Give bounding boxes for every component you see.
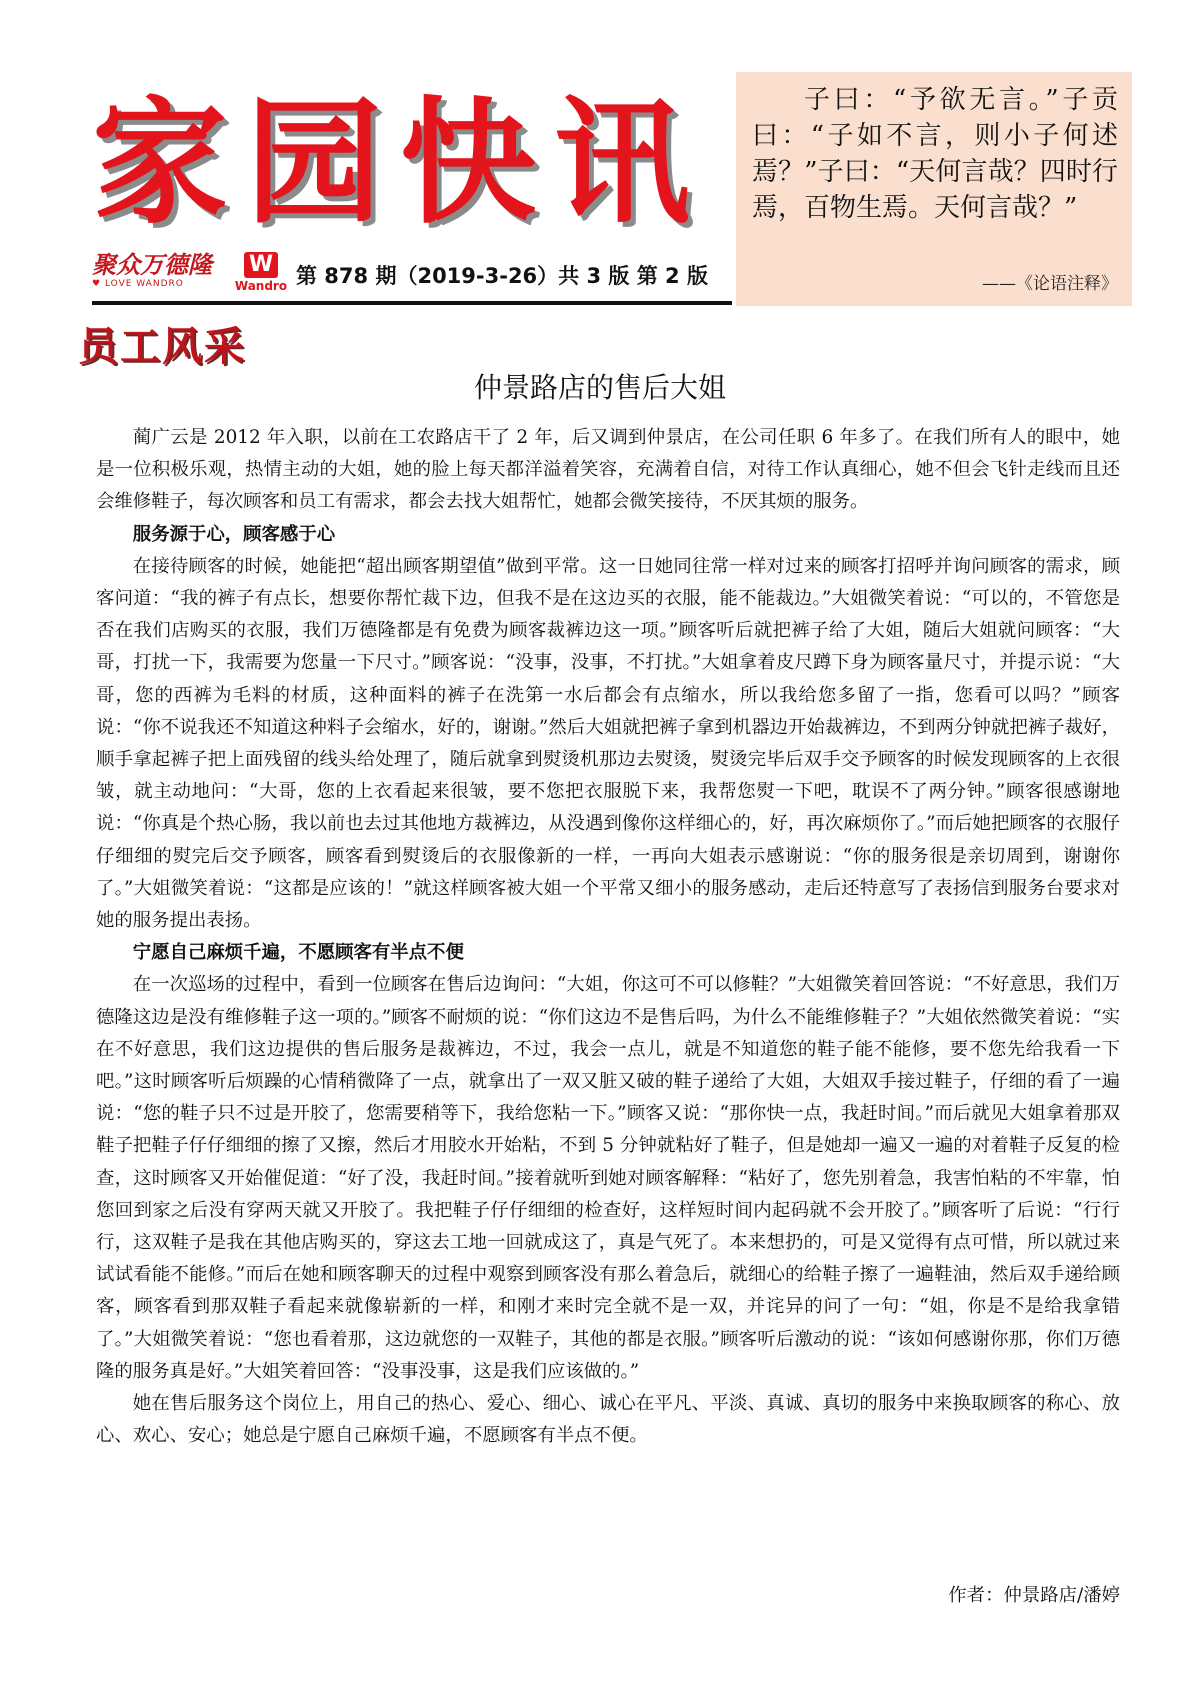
article-heading-2: 宁愿自己麻烦千遍，不愿顾客有半点不便 bbox=[132, 942, 464, 964]
article-title: 仲景路店的售后大姐 bbox=[473, 371, 726, 404]
masthead-title: 家园快讯 bbox=[92, 83, 708, 243]
brand-script-text: 聚众万德隆 bbox=[92, 250, 212, 279]
header-divider bbox=[92, 301, 732, 305]
quote-box bbox=[736, 72, 1132, 306]
wandro-name: Wandro bbox=[234, 279, 288, 293]
article-closing: 她在售后服务这个岗位上，用自己的热心、爱心、细心、诚心在平凡、平淡、真诚、真切的服务中来换取顾客的称心、放心、欢心、安心；她总是宁愿自己麻烦千遍，不愿顾客有半点不便。 bbox=[96, 1393, 1120, 1447]
brand-sub-label: LOVE WANDRO bbox=[104, 279, 184, 289]
wandro-mark-icon: W bbox=[244, 252, 278, 278]
wandro-logo bbox=[231, 252, 291, 298]
brand-sub-text bbox=[92, 278, 222, 290]
article-intro: 蔺广云是 2012 年入职，以前在工农路店干了 2 年，后又调到仲景店，在公司任职 6 年多了。在我们所有人的眼中，她是一位积极乐观，热情主动的大姐，她的脸上每天都洋溢着笑容，充满着自信，对待工作认真细心，她不但会飞针走线而且还会维修鞋子，每次顾客和员工有需求，都会去找大姐帮忙，她都会微笑接待，不厌其烦的服务。 bbox=[96, 427, 1120, 513]
article-paragraph-2: 在一次巡场的过程中，看到一位顾客在售后边询问：“大姐，你这可不可以修鞋？”大姐微笑着回答说：“不好意思，我们万德隆这边是没有维修鞋子这一项的。”顾客不耐烦的说：“你们这边不是售后吗，为什么不能维修鞋子？”大姐依然微笑着说：“实在不好意思，我们这边提供的售后服务是裁裤边，不过，我会一点儿，就是不知道您的鞋子能不能修，要不您先给我看一下吧。”这时顾客听后烦躁的心情稍微降了一点，就拿出了一双又脏又破的鞋子递给了大姐，大姐双手接过鞋子，仔细的看了一遍说：“您的鞋子只不过是开胶了，您需要稍等下，我给您粘一下。”顾客又说：“那你快一点，我赶时间。”而后就见大姐拿着那双鞋子把鞋子仔仔细细的擦了又擦，然后才用胶水开始粘，不到 5 分钟就粘好了鞋子，但是她却一遍又一遍的对着鞋子反复的检查，这时顾客又开始催促道：“好了没，我赶时间。”接着就听到她对顾客解释：“粘好了，您先别着急，我害怕粘的不牢靠，怕您回到家之后没有穿两天就又开胶了。我把鞋子仔仔细细的检查好，这样短时间内起码就不会开胶了。”顾客听了后说：“行行行，这双鞋子是我在其他店购买的，穿这去工地一回就成这了，真是气死了。本来想扔的，可是又觉得有点可惜，所以就过来试试看能不能修。”而后在她和顾客聊天的过程中观察到顾客没有那么着急后，就细心的给鞋子擦了一遍鞋油，然后双手递给顾客，顾客看到那双鞋子看起来就像崭新的一样，和刚才来时完全就不是一双，并诧异的问了一句：“姐，你是不是给我拿错了。”大姐微笑着说：“您也看着那，这边就您的一双鞋子，其他的都是衣服。”顾客听后激动的说：“该如何感谢你那，你们万德隆的服务真是好。”大姐笑着回答：“没事没事，这是我们应该做的。” bbox=[96, 974, 1120, 1382]
issue-line: 第 878 期（2019-3-26）共 3 版 第 2 版 bbox=[296, 264, 708, 288]
article-author: 作者：仲景路店/潘婷 bbox=[948, 1585, 1120, 1606]
section-tag: 员工风采 bbox=[78, 323, 246, 370]
heart-icon: ♥ bbox=[92, 279, 102, 289]
wandro-brand-logo bbox=[92, 252, 222, 298]
article-heading-1: 服务源于心，顾客感于心 bbox=[132, 523, 336, 545]
article-paragraph-1: 在接待顾客的时候，她能把“超出顾客期望值”做到平常。这一日她同往常一样对过来的顾客打招呼并询问顾客的需求，顾客问道：“我的裤子有点长，想要你帮忙裁下边，但我不是在这边买的衣服，能不能裁边。”大姐微笑着说：“可以的，不管您是否在我们店购买的衣服，我们万德隆都是有免费为顾客裁裤边这一项。”顾客听后就把裤子给了大姐，随后大姐就问顾客：“大哥，打扰一下，我需要为您量一下尺寸。”顾客说：“没事，没事，不打扰。”大姐拿着皮尺蹲下身为顾客量尺寸，并提示说：“大哥，您的西裤为毛料的材质，这种面料的裤子在洗第一水后都会有点缩水，所以我给您多留了一指，您看可以吗？”顾客说：“你不说我还不知道这种料子会缩水，好的，谢谢。”然后大姐就把裤子拿到机器边开始裁裤边，不到两分钟就把裤子裁好，顺手拿起裤子把上面残留的线头给处理了，随后就拿到熨烫机那边去熨烫，熨烫完毕后双手交予顾客的时候发现顾客的上衣很皱，就主动地问：“大哥，您的上衣看起来很皱，要不您把衣服脱下来，我帮您熨一下吧，耽误不了两分钟。”顾客很感谢地说：“你真是个热心肠，我以前也去过其他地方裁裤边，从没遇到像你这样细心的，好，再次麻烦你了。”而后她把顾客的衣服仔仔细细的熨完后交予顾客，顾客看到熨烫后的衣服像新的一样，一再向大姐表示感谢说：“你的服务很是亲切周到，谢谢你了。”大姐微笑着说：“这都是应该的！”就这样顾客被大姐一个平常又细小的服务感动，走后还特意写了表扬信到服务台要求对她的服务提出表扬。 bbox=[96, 555, 1120, 932]
article-body bbox=[96, 422, 1120, 1453]
quote-text: 子曰：“予欲无言。”子贡曰：“子如不言，则小子何述焉？”子曰：“天何言哉？四时行焉，百物生焉。天何言哉？” bbox=[752, 85, 1118, 223]
quote-source: ——《论语注释》 bbox=[982, 274, 1118, 294]
